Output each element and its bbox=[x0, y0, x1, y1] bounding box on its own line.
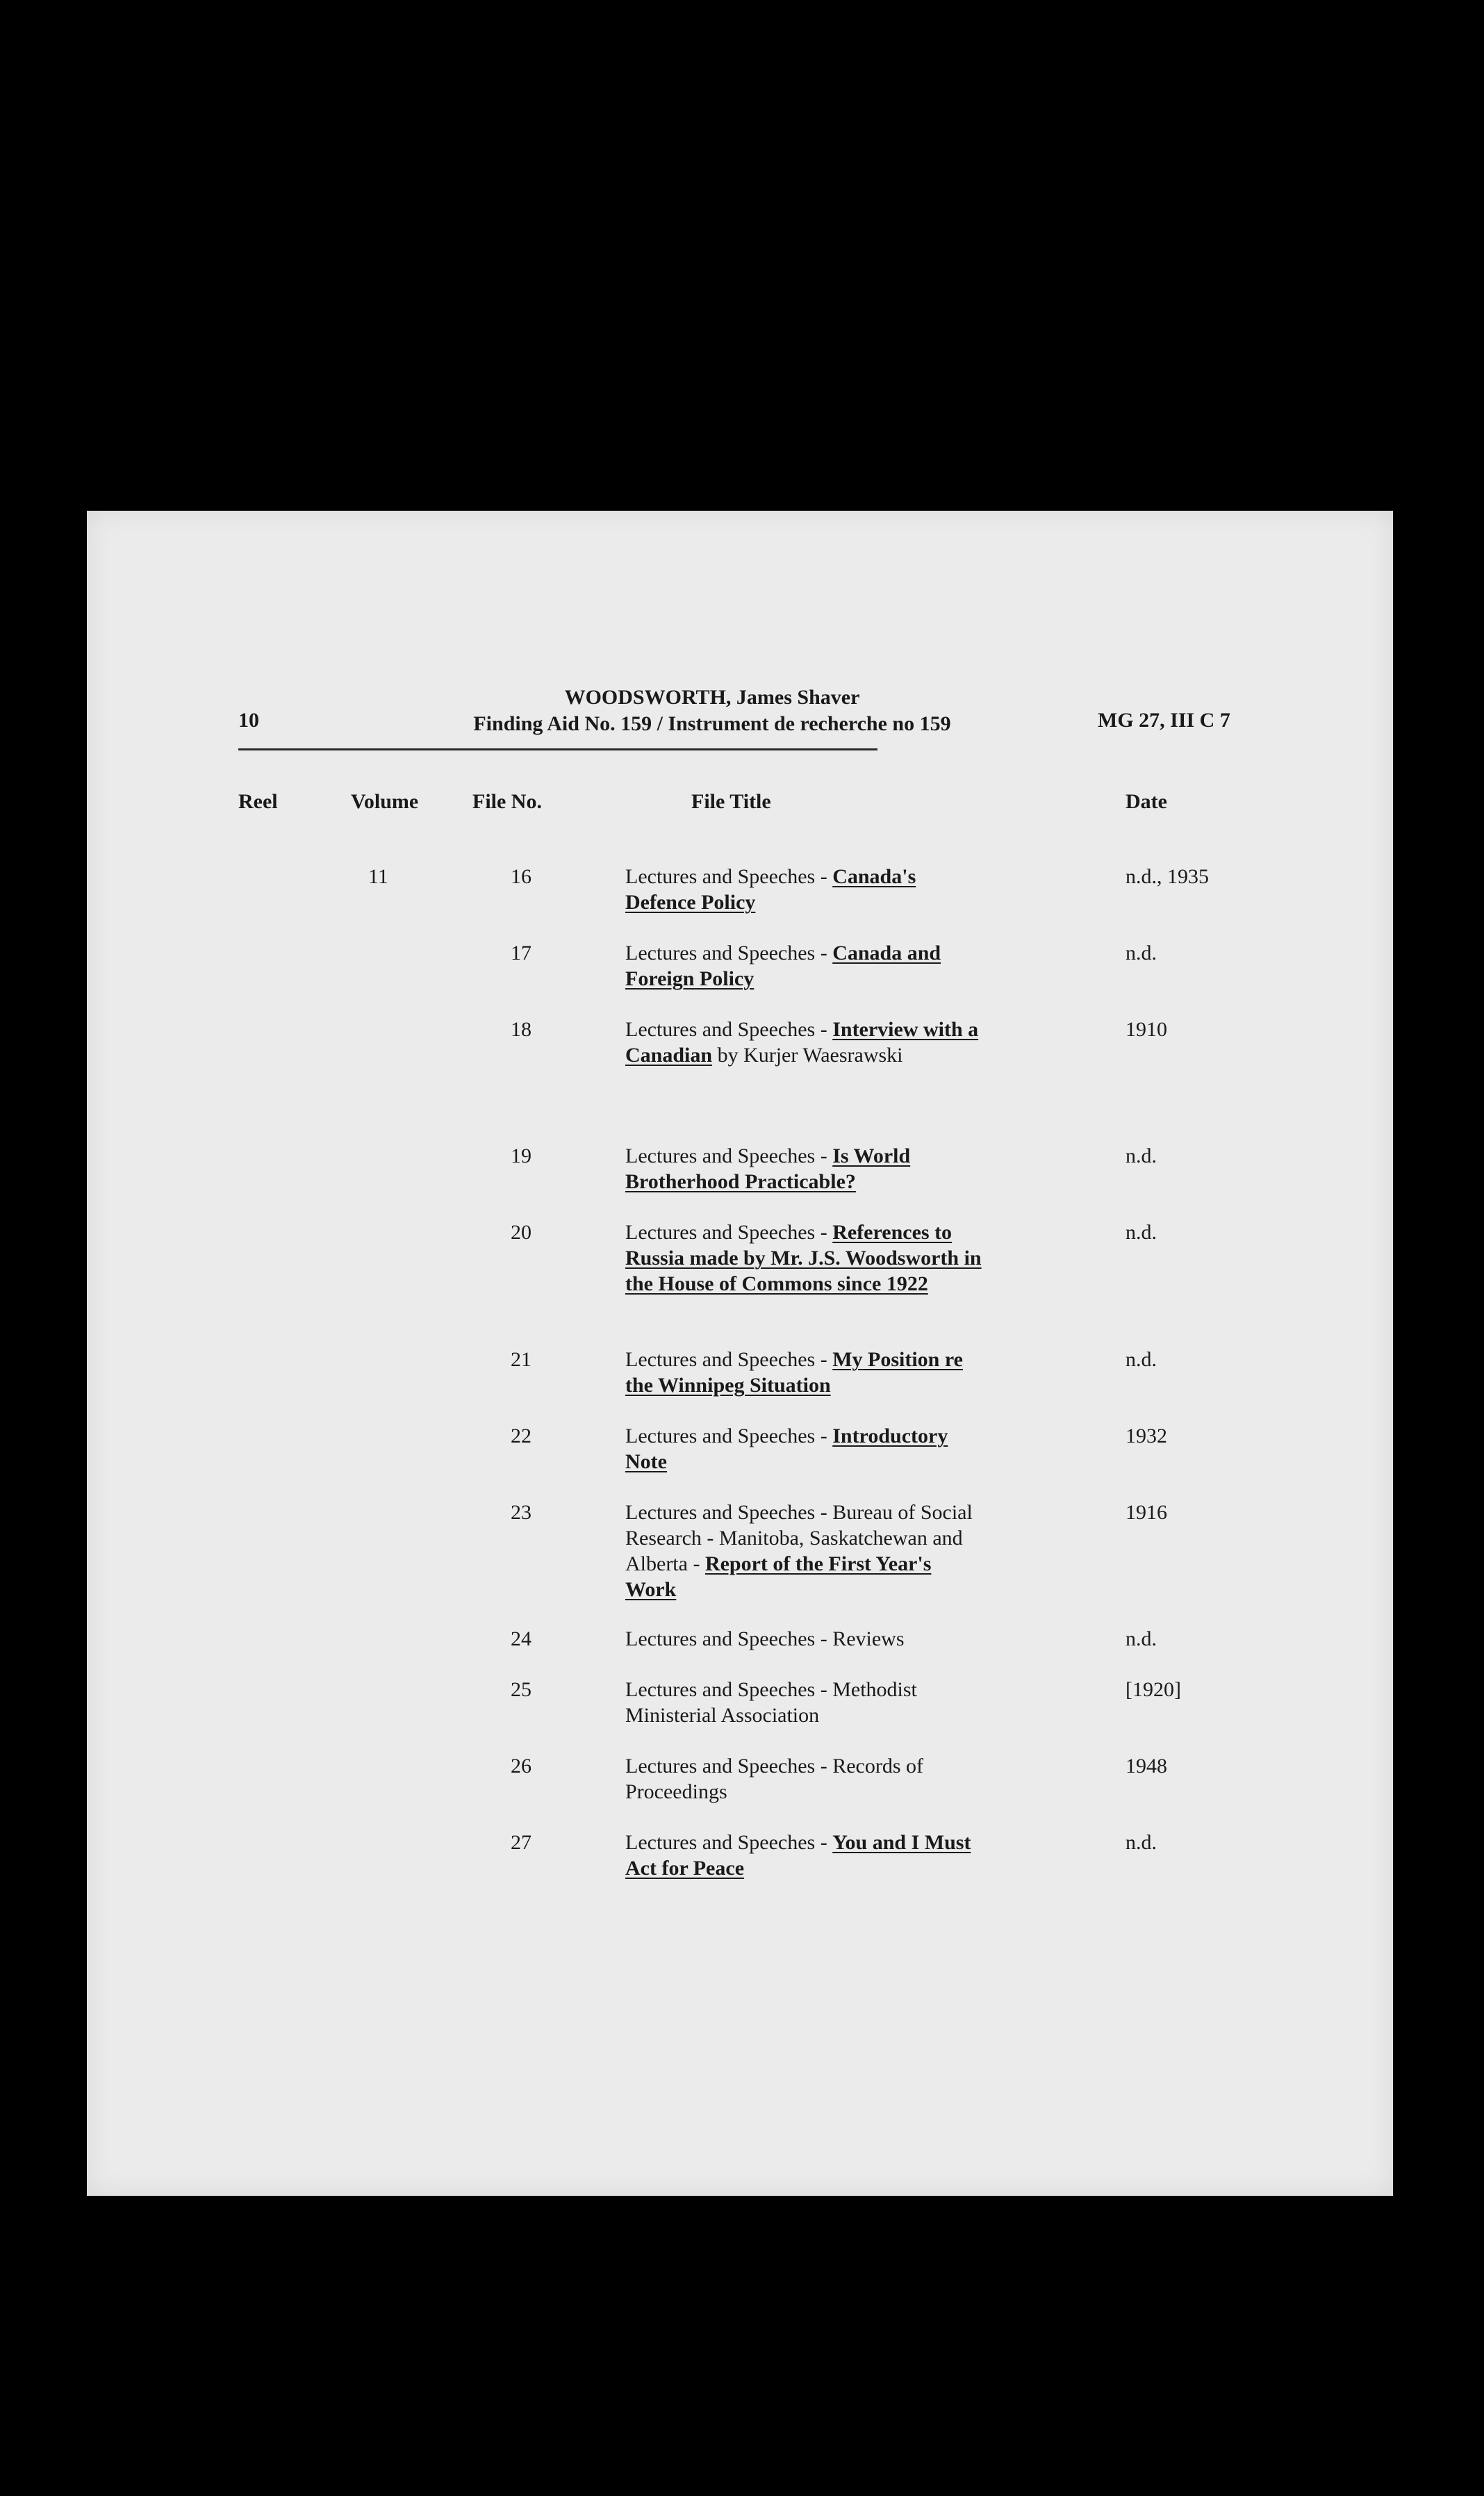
row-volume: 11 bbox=[368, 865, 388, 888]
row-file-title bbox=[625, 1017, 987, 1068]
row-file-no: 26 bbox=[511, 1755, 531, 1777]
row-file-title bbox=[625, 1500, 987, 1602]
row-date: n.d. bbox=[1126, 1348, 1157, 1371]
row-file-title bbox=[625, 1220, 987, 1297]
row-file-no: 17 bbox=[511, 942, 531, 964]
row-date: 1932 bbox=[1126, 1424, 1167, 1447]
row-file-no: 20 bbox=[511, 1221, 531, 1244]
row-date: n.d. bbox=[1126, 942, 1157, 964]
row-file-title bbox=[625, 1143, 987, 1194]
row-file-no: 18 bbox=[511, 1018, 531, 1041]
title-underlined: Is World Brotherhood Practicable? bbox=[625, 1144, 911, 1193]
title-underlined: Canada's Defence Policy bbox=[625, 865, 916, 914]
row-file-no: 19 bbox=[511, 1144, 531, 1167]
title-underlined: You and I Must Act for Peace bbox=[625, 1831, 971, 1880]
row-file-title bbox=[625, 1830, 987, 1881]
row-date: n.d., 1935 bbox=[1126, 865, 1209, 888]
row-date: 1910 bbox=[1126, 1018, 1167, 1041]
header-subtitle: Finding Aid No. 159 / Instrument de recherche no 159 bbox=[473, 712, 951, 735]
row-file-title bbox=[625, 1423, 987, 1475]
column-header-date: Date bbox=[1126, 790, 1167, 813]
title-text: Lectures and Speeches - bbox=[625, 1144, 833, 1167]
row-file-title bbox=[625, 1753, 987, 1805]
header-title: WOODSWORTH, James Shaver bbox=[564, 686, 860, 709]
header-divider bbox=[238, 748, 877, 750]
title-underlined: References to Russia made by Mr. J.S. Woodsworth in the House of Commons since 1922 bbox=[625, 1221, 982, 1295]
row-file-title bbox=[625, 1677, 987, 1728]
row-date: 1916 bbox=[1126, 1501, 1167, 1524]
title-text: Lectures and Speeches - bbox=[625, 1348, 833, 1371]
title-text: Lectures and Speeches - bbox=[625, 1018, 833, 1041]
row-date: n.d. bbox=[1126, 1221, 1157, 1244]
row-file-no: 23 bbox=[511, 1501, 531, 1524]
title-text: Lectures and Speeches - Methodist Ministerial Association bbox=[625, 1678, 917, 1727]
row-date: 1948 bbox=[1126, 1755, 1167, 1777]
row-file-no: 16 bbox=[511, 865, 531, 888]
title-text: Lectures and Speeches - bbox=[625, 1221, 833, 1244]
row-file-title bbox=[625, 940, 987, 992]
title-text: Lectures and Speeches - Bureau of Social Research - Manitoba, Saskatchewan and Alberta - bbox=[625, 1501, 973, 1575]
title-underlined: Canada and Foreign Policy bbox=[625, 942, 941, 990]
title-underlined: Report of the First Year's Work bbox=[625, 1552, 932, 1601]
row-file-no: 24 bbox=[511, 1627, 531, 1650]
title-text: Lectures and Speeches - Records of Proceedings bbox=[625, 1755, 923, 1803]
page-number: 10 bbox=[238, 709, 259, 732]
title-underlined: Introductory Note bbox=[625, 1424, 948, 1473]
column-header-file-no: File No. bbox=[472, 790, 542, 813]
document-header bbox=[462, 684, 962, 737]
title-text: Lectures and Speeches - bbox=[625, 865, 833, 888]
row-date: n.d. bbox=[1126, 1831, 1157, 1854]
row-file-title bbox=[625, 1626, 987, 1652]
column-header-volume: Volume bbox=[351, 790, 419, 813]
row-file-no: 22 bbox=[511, 1424, 531, 1447]
row-file-no: 27 bbox=[511, 1831, 531, 1854]
row-date: [1920] bbox=[1126, 1678, 1181, 1701]
row-file-no: 21 bbox=[511, 1348, 531, 1371]
document-page bbox=[87, 511, 1393, 2196]
title-text: Lectures and Speeches - bbox=[625, 1831, 833, 1854]
row-file-title bbox=[625, 864, 987, 915]
row-date: n.d. bbox=[1126, 1144, 1157, 1167]
title-after: by Kurjer Waesrawski bbox=[712, 1044, 903, 1067]
row-date: n.d. bbox=[1126, 1627, 1157, 1650]
row-file-title bbox=[625, 1347, 987, 1398]
column-header-reel: Reel bbox=[238, 790, 278, 813]
header-reference: MG 27, III C 7 bbox=[1098, 709, 1230, 732]
title-text: Lectures and Speeches - bbox=[625, 1424, 833, 1447]
column-header-file-title: File Title bbox=[691, 790, 771, 813]
row-file-no: 25 bbox=[511, 1678, 531, 1701]
title-text: Lectures and Speeches - Reviews bbox=[625, 1627, 905, 1650]
title-underlined: My Position re the Winnipeg Situation bbox=[625, 1348, 963, 1397]
title-text: Lectures and Speeches - bbox=[625, 942, 833, 964]
title-underlined: Interview with a Canadian bbox=[625, 1018, 979, 1067]
